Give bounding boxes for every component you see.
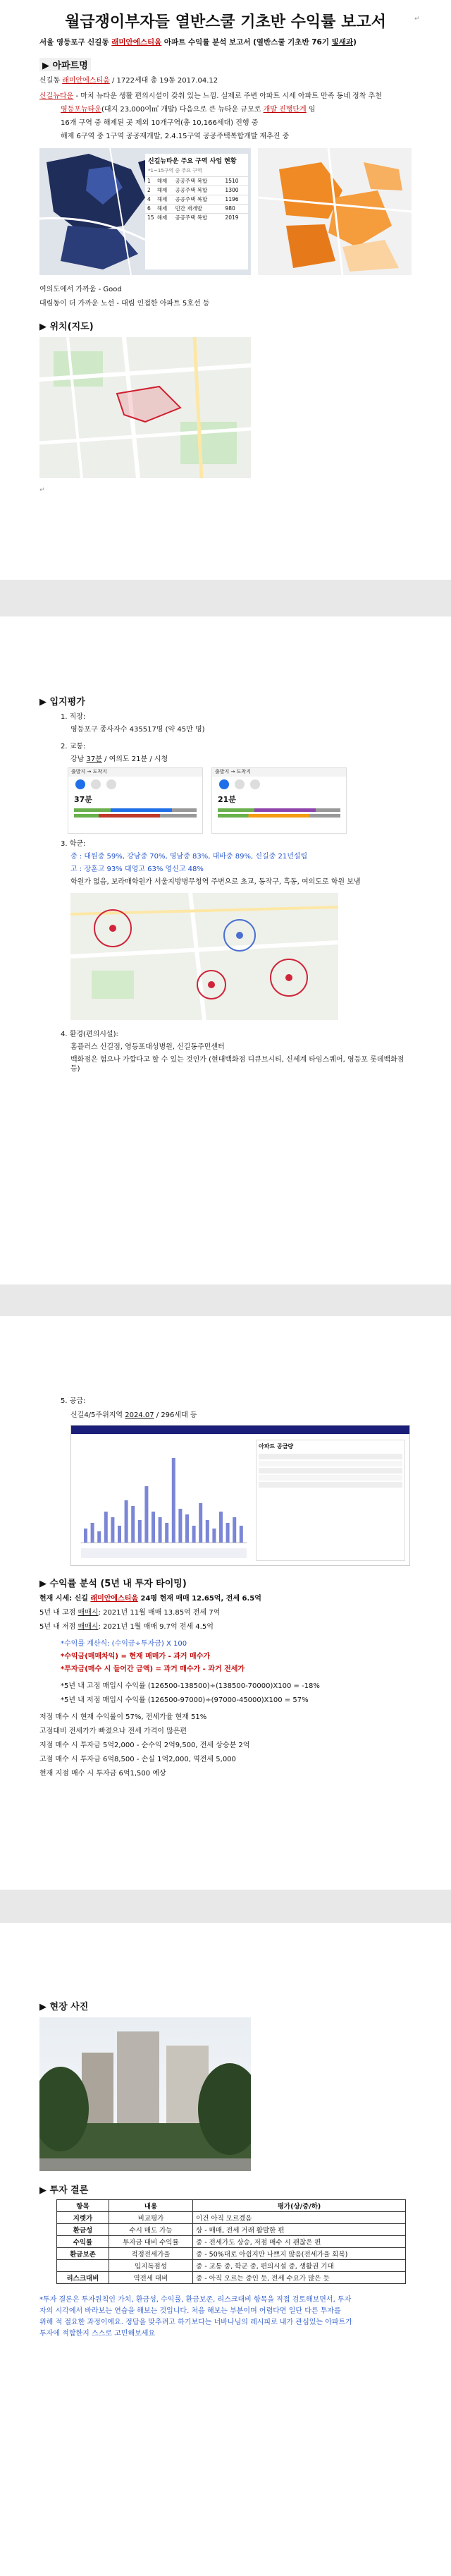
zone-cell: 6 [147, 205, 151, 212]
table-row [57, 2224, 406, 2236]
table-cell: 환금성 [57, 2224, 109, 2236]
supply-bar [178, 1509, 182, 1543]
school-map-graphic [70, 893, 338, 1020]
nav-mode-icons [68, 777, 202, 792]
note-cancelled: 해제 6구역 중 1구역 공공재개발, 2.4.15구역 공공주택복합개발 재추진 중 [61, 133, 290, 140]
zone-cell: 2019 [225, 214, 239, 221]
footnote-4: 투자에 적합한지 스스로 고민해보세요 [39, 2330, 156, 2338]
school-map [70, 893, 338, 1020]
site-photo-graphic [39, 2017, 251, 2171]
table-row [57, 2212, 406, 2224]
table-cell: 중 - 50%대로 아쉽지만 나쁘지 않음(전세가율 회복) [193, 2248, 406, 2260]
supply-table-title: 아파트 공급량 [259, 1443, 294, 1450]
amenity-line: 홈플러스 신길점, 영등포대성병원, 신길동주민센터 [70, 1043, 225, 1051]
zone-status-table [145, 154, 248, 269]
item-amenity-label: 4. 환경(편의시설): [61, 1031, 118, 1038]
zone-cell: 2 [147, 187, 151, 193]
high-price: 5년 내 고점 매매시: 2021년 11월 매매 13.85억 전세 7억 [39, 1609, 221, 1617]
conclusion-3: 저점 매수 시 투자금 5억2,000 - 순수익 2억9,500, 전세 상승분 2억 [39, 1742, 250, 1749]
return-high: *5년 내 고점 매입시 수익률 (126500-138500)÷(138500-70000)X100 = -18% [61, 1682, 320, 1690]
supply-bar [118, 1526, 121, 1543]
table-cell: 중 - 교통 중, 학군 중, 편의시설 중, 생활권 기대 [193, 2260, 406, 2272]
table-cell: 중 - 전세가도 상승, 저점 매수 시 괜찮은 편 [193, 2236, 406, 2248]
table-header-row [57, 2200, 406, 2212]
footnote-3: 위해 적 절요한 과정이에요. 정답을 맞추려고 하기보다는 너바나님의 레시피로 내가 관심있는 아파트가 [39, 2319, 352, 2326]
route-bar [218, 808, 340, 812]
nav-route-label: 출발지 → 도착지 [68, 768, 202, 777]
apt-summary: 신길동 래미안에스티움 / 1722세대 총 19동 2017.04.12 [39, 77, 218, 85]
conclusion-4: 고점 매수 시 투자금 6억8,500 - 손실 1억2,000, 역전세 5,000 [39, 1756, 236, 1763]
item-school-label: 3. 학군: [61, 840, 86, 848]
route-bar [218, 814, 340, 818]
note-zones: 16개 구역 중 해제된 곳 제외 10개구역(총 10,166세대) 진행 중 [61, 119, 259, 127]
supply-bar [104, 1512, 108, 1543]
report-subtitle: 서울 영등포구 신길동 래미안에스티움 아파트 수익률 분석 보고서 (열반스쿨 기초반 76기 빛새과) [39, 38, 357, 47]
page-3 [0, 1316, 451, 1890]
zone-row [145, 204, 248, 213]
zone-cell: 해제 [156, 178, 168, 184]
formula-gain: *수익금(매매차익) = 현재 매매가 - 과거 매수가 [61, 1653, 211, 1660]
location-map-graphic [39, 337, 251, 478]
table-row [259, 1468, 402, 1474]
supply-bar [144, 1486, 148, 1543]
supply-bar [185, 1514, 189, 1543]
school-high: 고 : 장훈고 93% 대영고 63% 영신고 48% [70, 865, 204, 873]
zone-row [145, 195, 248, 204]
zone-cell: 1510 [225, 178, 239, 184]
zone-cell: 해제 [156, 196, 168, 202]
transit-mode-icon [75, 779, 85, 789]
school-academy: 학원가 없음, 보라매학원가 서울지방병무청역 주변으로 초교, 동작구, 흑동, 여의도로 학원 보냄 [70, 878, 361, 886]
nav-route-label: 출발지 → 도착지 [212, 768, 346, 777]
section-location: ▶ 위치(지도) [39, 322, 94, 332]
supply-bar [91, 1523, 94, 1543]
supply-bar [199, 1503, 202, 1543]
formula-rate: *수익률 계산식: (수익금÷투자금) X 100 [61, 1640, 187, 1648]
supply-bar [152, 1512, 155, 1543]
supply-bar [226, 1523, 230, 1543]
residence-good: 여의도에서 가까움 - Good [39, 286, 122, 293]
table-header-cell: 항목 [57, 2200, 109, 2212]
table-cell: 지렛가 [57, 2212, 109, 2224]
newtown-zone-map [39, 148, 251, 275]
table-row [259, 1475, 402, 1481]
supply-bar [111, 1517, 114, 1543]
current-price: 현재 시세: 신길 래미안에스티움 24평 현재 매매 12.65억, 전세 6.5억 [39, 1595, 261, 1603]
supply-bar-chart [74, 1437, 250, 1564]
table-cell: 적정전세가율 [109, 2248, 192, 2260]
zone-cell: 1196 [225, 196, 239, 202]
supply-bar [131, 1506, 135, 1543]
table-cell: 역전세 대비 [109, 2272, 192, 2284]
table-row [259, 1482, 402, 1488]
walk-mode-icon [106, 779, 116, 789]
section-investment-conclusion: ▶ 투자 결론 [39, 2185, 89, 2196]
supply-bar [138, 1520, 142, 1543]
item-transit-label: 2. 교통: [61, 743, 86, 751]
table-cell: 중 - 아직 오르는 중인 듯, 전세 수요가 많은 듯 [193, 2272, 406, 2284]
car-mode-icon [91, 779, 101, 789]
walk-mode-icon [250, 779, 260, 789]
item-job-label: 1. 직장: [61, 713, 86, 721]
site-photo [39, 2017, 251, 2171]
nav-screenshot-gangnam [68, 767, 203, 834]
newtown-orange-map [258, 148, 412, 275]
zone-row [145, 176, 248, 186]
item-job-text: 영등포구 종사자수 435517명 (약 45만 명) [70, 726, 205, 734]
table-row [57, 2236, 406, 2248]
supply-screenshot [70, 1425, 410, 1566]
page-2 [0, 616, 451, 1284]
zone-cell: 민간 재개발 [175, 205, 203, 212]
nav-time: 21분 [218, 795, 236, 804]
transit-mode-icon [219, 779, 229, 789]
table-cell [57, 2260, 109, 2272]
table-cell: 상 - 매매, 전세 거래 활발한 편 [193, 2224, 406, 2236]
zone-cell: 15 [147, 214, 154, 221]
table-cell: 이건 아직 모르겠음 [193, 2212, 406, 2224]
zone-cell: 해제 [156, 205, 168, 212]
page-4 [0, 1923, 451, 2576]
supply-bar [240, 1526, 243, 1543]
nav-screenshot-yeouido [211, 767, 347, 834]
table-row [259, 1461, 402, 1466]
low-price: 5년 내 저점 매매시: 2021년 1월 매매 9.7억 전세 4.5억 [39, 1623, 214, 1631]
return-low: *5년 내 저점 매입시 수익률 (126500-97000)÷(97000-45000)X100 = 57% [61, 1696, 309, 1704]
table-cell: 입지독점성 [109, 2260, 192, 2272]
route-bar [74, 814, 197, 818]
supply-bar [159, 1517, 162, 1543]
supply-table-panel [256, 1440, 405, 1561]
zone-cell: 공공주택 복합 [175, 214, 208, 221]
amenity-dept: 백화점은 험으나 가깝다고 할 수 있는 것인가 (현대백화점 디큐브시티, 신세계 타임스퀘어, 영등포 롯데백화점 등) [70, 1056, 404, 1073]
table-cell: 투자금 대비 수익률 [109, 2236, 192, 2248]
supply-bar [192, 1526, 196, 1543]
supply-bar [206, 1520, 209, 1543]
table-row [57, 2248, 406, 2260]
section-return-analysis: ▶ 수익률 분석 (5년 내 투자 타이밍) [39, 1579, 187, 1589]
evaluation-table [56, 2199, 406, 2284]
note-newtown: 신길뉴타운 - 마치 뉴타운 생활 편의시설이 갖춰 있는 느낌. 실제로 주변 아파트 시세 아파트 만족 동네 정착 추천 [39, 92, 382, 100]
zone-cell: 1 [147, 178, 151, 184]
note-scale: 영등포뉴타운(대지 23,000여㎡ 개발) 다음으로 큰 뉴타운 규모로 개발 진행단계 임 [61, 106, 316, 114]
supply-bar [233, 1517, 236, 1543]
table-cell: 수익률 [57, 2236, 109, 2248]
zone-table-title: 신길뉴타운 주요 구역 사업 현황 [148, 158, 237, 165]
zone-row [145, 213, 248, 222]
conclusion-5: 현재 지점 매수 시 투자금 6억1,500 예상 [39, 1770, 166, 1778]
zone-table-subtitle: *1~15구역 중 주요 구역 [148, 168, 202, 174]
page-title: 월급쟁이부자들 열반스쿨 기초반 수익률 보고서 [65, 13, 386, 31]
conclusion-1: 저점 매수 시 현재 수익률이 57%, 전세가율 현재 51% [39, 1713, 207, 1721]
item-transit-text: 강남 37분 / 여의도 21분 / 시청 [70, 755, 168, 763]
table-row [57, 2272, 406, 2284]
item-supply-label: 5. 공급: [61, 1397, 86, 1405]
zone-cell: 해제 [156, 187, 168, 193]
supply-bar [172, 1458, 175, 1543]
table-cell: 수시 매도 가능 [109, 2224, 192, 2236]
table-cell: 환금보존 [57, 2248, 109, 2260]
school-middle: 중 : 대원중 59%, 강남중 70%, 영남중 83%, 대바중 89%, 신길중 21년설립 [70, 853, 308, 861]
footnote-1: *투자 결론은 투자원칙인 가치, 환금성, 수익률, 환금보존, 리스크대비 항목을 직접 검토해보면서, 투자 [39, 2296, 352, 2304]
zone-cell: 공공주택 복합 [175, 187, 208, 193]
return-mark-icon: ↵ [414, 16, 420, 23]
zone-cell: 공공주택 복합 [175, 196, 208, 202]
transit-note: 대림동이 더 가까운 노선 - 대림 인접한 아파트 5호선 등 [39, 300, 210, 308]
table-cell: 비교평가 [109, 2212, 192, 2224]
nav-mode-icons [212, 777, 346, 792]
supply-bar [165, 1523, 168, 1543]
car-mode-icon [235, 779, 245, 789]
orange-map-graphic [258, 148, 412, 275]
supply-bar [219, 1512, 223, 1543]
supply-bar [125, 1500, 128, 1543]
zone-cell: 공공주택 복합 [175, 178, 208, 184]
section-location-eval: ▶ 입지평가 [39, 697, 85, 707]
location-map [39, 337, 251, 478]
zone-cell: 해제 [156, 214, 168, 221]
table-cell: 리스크대비 [57, 2272, 109, 2284]
supply-bar [97, 1531, 101, 1543]
page-1 [0, 0, 451, 580]
supply-bar [212, 1529, 216, 1543]
nav-time: 37분 [74, 795, 92, 804]
supply-bar [84, 1529, 87, 1543]
table-row [259, 1454, 402, 1459]
conclusion-2: 고점대비 전세가가 빠졌으나 전세 가격이 많은편 [39, 1727, 187, 1735]
table-row [57, 2260, 406, 2272]
footnote-2: 자의 시각에서 바라보는 연습을 해보는 것입니다. 처음 해보는 부분이며 어렵다면 일단 다른 투자를 [39, 2307, 341, 2315]
app-header [71, 1426, 409, 1434]
route-bar [74, 808, 197, 812]
zone-cell: 980 [225, 205, 235, 212]
zone-row [145, 186, 248, 195]
table-header-cell: 내용 [109, 2200, 192, 2212]
return-mark-icon: ↵ [39, 487, 45, 494]
section-apt-name: ▶ 아파트명 [39, 58, 91, 71]
section-site-photo: ▶ 현장 사진 [39, 2002, 89, 2012]
table-header-cell: 평가(상/중/하) [193, 2200, 406, 2212]
item-supply-text: 신길4/5주위지역 2024.07 / 296세대 등 [70, 1411, 197, 1419]
zone-cell: 1300 [225, 187, 239, 193]
formula-investment: *투자금(매수 시 들어간 금액) = 과거 매수가 - 과거 전세가 [61, 1665, 245, 1673]
zone-cell: 4 [147, 196, 151, 202]
